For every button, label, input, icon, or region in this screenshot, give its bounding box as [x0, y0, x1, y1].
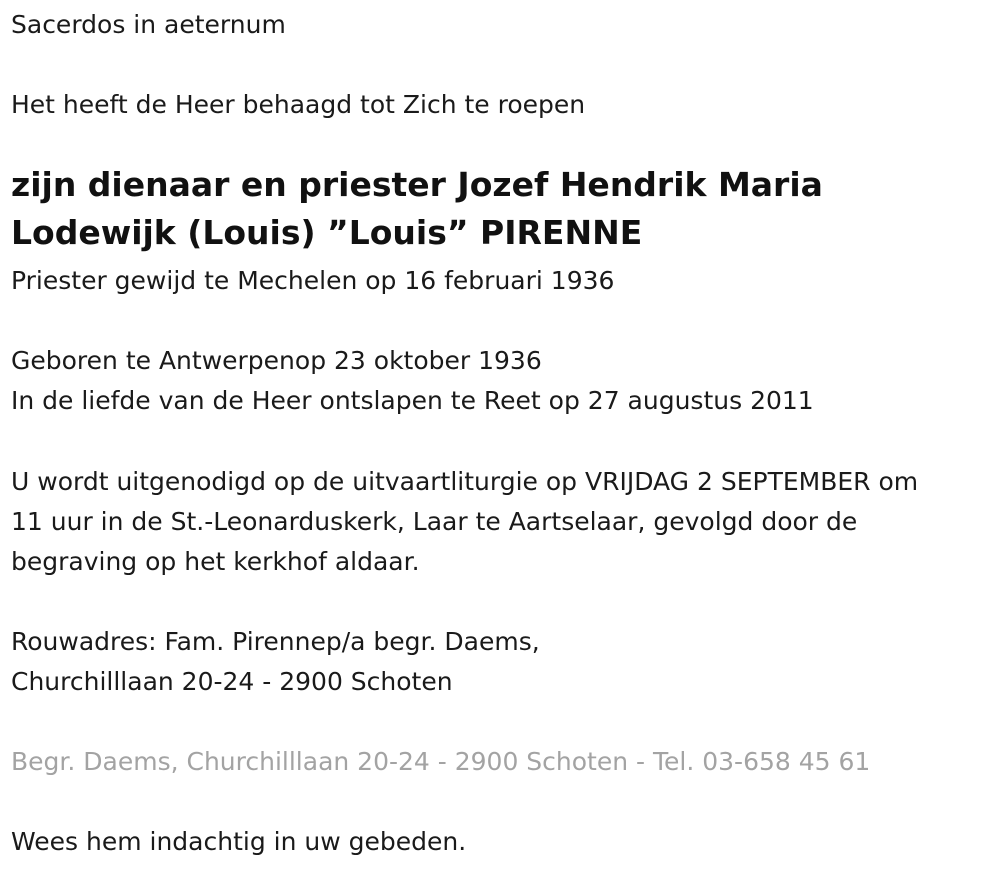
funeral-invitation [11, 462, 988, 582]
funeral-line-3: begraving op het kerkhof aldaar. [11, 547, 420, 576]
closing-text: Wees hem indachtig in uw gebeden. [11, 827, 467, 856]
ordination-text: Priester gewijd te Mechelen op 16 februari 1936 [11, 266, 615, 295]
mourning-address-line-2: Churchilllaan 20-24 - 2900 Schoten [11, 667, 453, 696]
funeral-line-2: 11 uur in de St.-Leonarduskerk, Laar te Aartselaar, gevolgd door de [11, 507, 858, 536]
birth-text: Geboren te Antwerpenop 23 oktober 1936 [11, 346, 542, 375]
intro-text: Het heeft de Heer behaagd tot Zich te roepen [11, 90, 586, 119]
death-text: In de liefde van de Heer ontslapen te Reet op 27 augustus 2011 [11, 386, 814, 415]
mourning-address [11, 622, 988, 702]
name-heading-line-1: zijn dienaar en priester Jozef Hendrik Maria [11, 165, 823, 204]
motto: Sacerdos in aeternum [11, 10, 286, 39]
mourning-address-line-1: Rouwadres: Fam. Pirennep/a begr. Daems, [11, 627, 540, 656]
name-heading-line-2: Lodewijk (Louis) ”Louis” PIRENNE [11, 213, 643, 252]
undertaker-info: Begr. Daems, Churchilllaan 20-24 - 2900 Schoten - Tel. 03-658 45 61 [11, 747, 871, 776]
funeral-line-1: U wordt uitgenodigd op de uitvaartliturgie op VRIJDAG 2 SEPTEMBER om [11, 467, 919, 496]
